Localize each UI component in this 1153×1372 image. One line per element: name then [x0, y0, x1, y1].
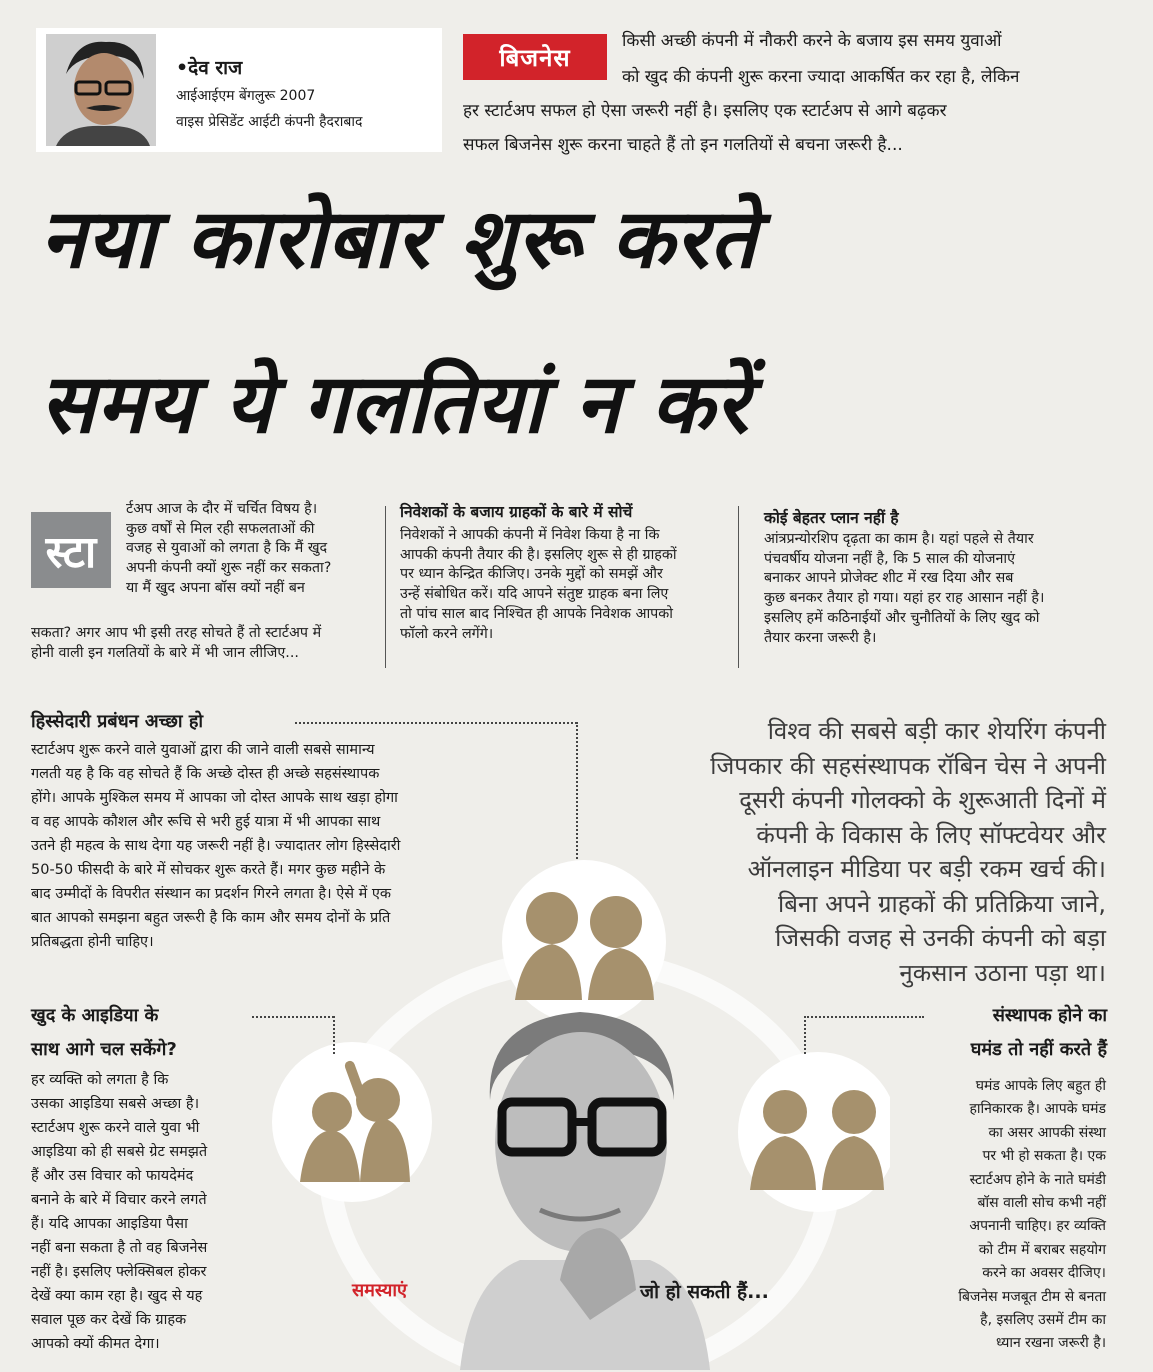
text-line: देखें क्या काम रहा है। खुद से यह: [31, 1288, 203, 1304]
text-line: बनाने के बारे में विचार करने लगते: [31, 1192, 207, 1208]
text-line: इसलिए हमें कठिनाईयों और चुनौतियों के लिए खुद को: [764, 609, 1040, 626]
text-line: आपको क्यों कीमत देगा।: [31, 1336, 160, 1352]
text-line: हानिकारक है। आपके घमंड: [969, 1101, 1106, 1118]
quote-line: जिसकी वजह से उनकी कंपनी को बड़ा: [775, 924, 1106, 952]
text-line: गलती यह है कि वह सोचते हैं कि अच्छे दोस्त ही अच्छे सहसंस्थापक: [31, 766, 380, 782]
author-designation: वाइस प्रेसिडेंट आईटी कंपनी हैदराबाद: [176, 114, 363, 130]
author-box: [36, 28, 442, 152]
intro-line: हर स्टार्टअप सफल हो ऐसा जरूरी नहीं है। इसलिए एक स्टार्टअप से आगे बढ़कर: [463, 101, 947, 121]
author-photo: [46, 34, 156, 146]
col3-heading: कोई बेहतर प्लान नहीं है: [764, 509, 899, 527]
text-line: वजह से युवाओं को लगता है कि मैं खुद: [126, 540, 328, 557]
sec3-text: [880, 1075, 1106, 1356]
text-line: पर भी हो सकता है। एक: [982, 1148, 1106, 1165]
text-line: कुछ वर्षों से मिल रही सफलताओं की: [126, 520, 315, 537]
col3-text: [764, 530, 1106, 648]
quote-line: नुकसान उठाना पड़ा था।: [899, 958, 1106, 987]
headline-line-2: समय ये गलतियां न करें: [40, 356, 750, 452]
dotted-connector: [333, 1016, 335, 1054]
text-line: हैं। यदि आपका आइडिया पैसा: [31, 1216, 188, 1232]
possible-label: जो हो सकती हैं...: [640, 1281, 769, 1303]
sec2-heading-line: खुद के आइडिया के: [31, 1005, 159, 1026]
text-line: बॉस वाली सोच कभी नहीं: [977, 1195, 1106, 1212]
text-line: उतने ही महत्व के साथ देगा यह जरूरी नहीं है। ज्यादातर लोग हिस्सेदारी: [31, 838, 401, 854]
text-line: निवेशकों ने आपकी कंपनी में निवेश किया है ना कि: [400, 527, 660, 543]
text-line: होंगे। आपके मुश्किल समय में आपका जो दोस्त आपके साथ खड़ा होगा: [31, 790, 398, 806]
text-line: करने का अवसर दीजिए।: [982, 1265, 1106, 1282]
author-institute: आईआईएम बेंगलुरू 2007: [176, 88, 316, 104]
text-line: नहीं बना सकता है तो वह बिजनेस: [31, 1240, 208, 1256]
text-line: स्टार्टअप शुरू करने वाले युवा भी: [31, 1120, 200, 1136]
text-line: सवाल पूछ कर देखें कि ग्राहक: [31, 1312, 187, 1328]
text-line: बनाकर आपने प्रोजेक्ट शीट में रख दिया और सब: [764, 570, 1014, 587]
text-line: नहीं है। इसलिए फ्लेक्सिबल होकर: [31, 1264, 207, 1280]
text-line: बात आपको समझना बहुत जरूरी है कि काम और समय दोनों के प्रति: [31, 910, 391, 926]
intro-line: सफल बिजनेस शुरू करना चाहते हैं तो इन गलतियों से बचना जरूरी है...: [463, 135, 903, 155]
quote-line: कंपनी के विकास के लिए सॉफ्टवेयर और: [756, 820, 1106, 849]
section-badge: बिजनेस: [463, 34, 607, 80]
text-line: अपनी कंपनी क्यों शुरू नहीं कर सकता?: [126, 560, 332, 577]
text-line: उन्हें संबोधित करें। यदि आपने संतुष्ट ग्राहक बना लिए: [400, 586, 669, 603]
problems-label: समस्याएं: [352, 1280, 407, 1301]
quote-line: दूसरी कंपनी गोलक्को के शुरूआती दिनों में: [739, 786, 1106, 814]
author-portrait-icon: [46, 34, 156, 146]
column-rule: [738, 506, 739, 668]
text-line: हर व्यक्ति को लगता है कि: [31, 1072, 169, 1088]
intro-line: को खुद की कंपनी शुरू करना ज्यादा आकर्षित कर रहा है, लेकिन: [622, 67, 1020, 87]
text-line: आइडिया को ही सबसे ग्रेट समझते: [31, 1144, 208, 1160]
text-line: ध्यान रखना जरूरी है।: [995, 1335, 1106, 1352]
text-line: है, इसलिए उसमें टीम का: [980, 1312, 1106, 1329]
dotted-connector: [804, 1016, 806, 1054]
dotted-connector: [252, 1016, 334, 1018]
sec3-heading-line: घमंड तो नहीं करते हैं: [970, 1039, 1107, 1060]
text-line: र्टअप आज के दौर में चर्चित विषय है।: [126, 501, 318, 517]
text-line: अपनानी चाहिए। हर व्यक्ति: [969, 1218, 1106, 1235]
text-line: घमंड आपके लिए बहुत ही: [975, 1078, 1106, 1094]
text-line: पंचवर्षीय योजना नहीं है, कि 5 साल की योजनाएं: [764, 550, 1016, 567]
text-line: स्टार्टअप शुरू करने वाले युवाओं द्वारा की जाने वाली सबसे सामान्य: [31, 742, 375, 758]
headline-line-1: नया कारोबार शुरू करते: [40, 191, 758, 287]
text-line: को टीम में बराबर सहयोग: [978, 1241, 1106, 1258]
text-line: बाद उम्मीदों के विपरीत संस्थान का प्रदर्शन गिरने लगता है। ऐसे में एक: [31, 886, 392, 902]
col2-heading: निवेशकों के बजाय ग्राहकों के बारे में सोचें: [400, 503, 633, 521]
text-line: हैं और उस विचार को फायदेमंद: [31, 1168, 194, 1184]
quote-line: ऑनलाइन मीडिया पर बड़ी रकम खर्च की।: [747, 855, 1106, 883]
text-line: का असर आपकी संस्था: [988, 1124, 1106, 1141]
col1-full-text: [31, 624, 371, 663]
text-line: स्टार्टअप होने के नाते घमंडी: [969, 1171, 1106, 1188]
text-line: तो पांच साल बाद निश्चित ही आपके निवेशक आपको: [400, 605, 673, 622]
text-line: होनी वाली इन गलतियों के बारे में भी जान लीजिए...: [31, 644, 299, 661]
quote-line: जिपकार की सहसंस्थापक रॉबिन चेस ने अपनी: [710, 751, 1106, 780]
text-line: या मैं खुद अपना बॉस क्यों नहीं बन: [126, 579, 305, 596]
author-name: •देव राज: [176, 57, 243, 79]
sec2-heading-line: साथ आगे चल सकेंगे?: [31, 1039, 177, 1060]
intro-line: किसी अच्छी कंपनी में नौकरी करने के बजाय इस समय युवाओं: [622, 31, 1002, 51]
text-line: 50-50 फीसदी के बारे में सोचकर शुरू करते हैं। मगर कुछ महीने के: [31, 862, 386, 878]
text-line: सकता? अगर आप भी इसी तरह सोचते हैं तो स्टार्टअप में: [31, 625, 322, 641]
sec2-text: [31, 1068, 261, 1356]
text-line: व वह आपके कौशल और रूचि से भरी हुई यात्रा में भी आपका साथ: [31, 814, 381, 830]
dotted-connector: [804, 1016, 924, 1018]
text-line: कुछ बनकर तैयार हो गया। यहां हर राह आसान नहीं है।: [764, 590, 1045, 607]
text-line: बिजनेस मजबूत टीम से बनता: [958, 1288, 1106, 1305]
text-line: उसका आइडिया सबसे अच्छा है।: [31, 1096, 200, 1112]
text-line: तैयार करना जरूरी है।: [764, 629, 877, 646]
sec3-heading-line: संस्थापक होने का: [992, 1005, 1107, 1026]
quote-line: बिना अपने ग्राहकों की प्रतिक्रिया जाने,: [778, 889, 1106, 918]
text-line: फॉलो करने लगेंगे।: [400, 625, 494, 642]
col1-short-text: [126, 500, 370, 599]
column-rule: [385, 506, 386, 668]
text-line: पर ध्यान केन्द्रित कीजिए। उनके मुद्दों को समझें और: [400, 566, 663, 583]
text-line: आपकी कंपनी तैयार की है। इसलिए शुरू से ही ग्राहकों: [400, 546, 677, 563]
quote-line: विश्व की सबसे बड़ी कार शेयरिंग कंपनी: [767, 717, 1106, 745]
col2-text: [400, 526, 722, 644]
thinking-man-illustration: [460, 1012, 710, 1370]
dotted-connector: [295, 722, 577, 724]
text-line: प्रतिबद्धता होनी चाहिए।: [31, 934, 154, 950]
text-line: आंत्रप्रन्योरशिप दृढ़ता का काम है। यहां पहले से तैयार: [764, 531, 1034, 547]
drop-cap: स्टा: [31, 512, 111, 588]
sec1-heading: हिस्सेदारी प्रबंधन अच्छा हो: [31, 711, 204, 732]
